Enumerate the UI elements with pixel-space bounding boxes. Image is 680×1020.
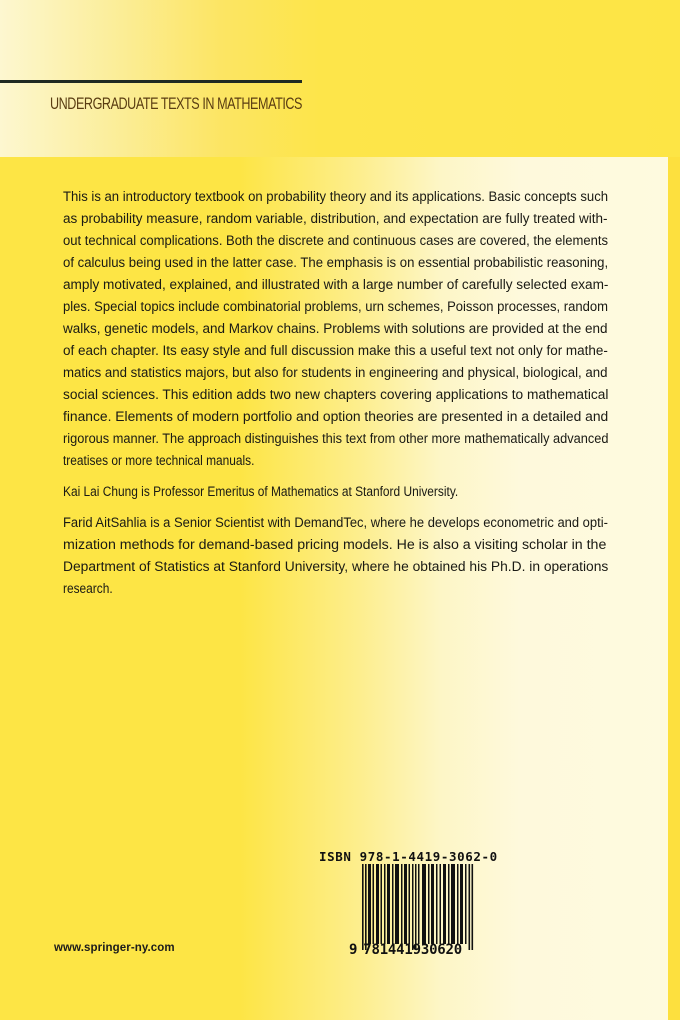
bio-line: Department of Statistics at Stanford University, where he obtained his Ph.D. in operations bbox=[63, 559, 609, 575]
bio-line: Farid AitSahlia is a Senior Scientist with DemandTec, where he develops econometric and opti- bbox=[63, 515, 608, 531]
description-line: walks, genetic models, and Markov chains. Problems with solutions are provided at the end bbox=[63, 321, 608, 337]
description-line: social sciences. This edition adds two new chapters covering applications to mathematical bbox=[63, 387, 609, 403]
description-line: out technical complications. Both the discrete and continuous cases are covered, the elements bbox=[63, 233, 609, 249]
description-line: matics and statistics majors, but also for students in engineering and physical, biological, and bbox=[63, 365, 608, 381]
description-line: This is an introductory textbook on probability theory and its applications. Basic concepts such bbox=[63, 189, 609, 205]
description-line: ples. Special topics include combinatorial problems, urn schemes, Poisson processes, random bbox=[63, 299, 608, 315]
barcode-number: 781441930620 bbox=[363, 942, 462, 958]
series-rule bbox=[0, 80, 302, 83]
back-cover-text bbox=[63, 186, 608, 609]
description-line: finance. Elements of modern portfolio and option theories are presented in a detailed and bbox=[63, 409, 609, 425]
description-line: rigorous manner. The approach distinguishes this text from other more mathematically advanced bbox=[63, 431, 609, 447]
publisher-url[interactable]: www.springer-ny.com bbox=[54, 942, 175, 954]
book-description bbox=[63, 186, 608, 472]
bio-line: research. bbox=[63, 581, 113, 597]
description-line: amply motivated, explained, and illustrated with a large number of carefully selected exam- bbox=[63, 277, 609, 293]
author-bio-chung bbox=[63, 481, 608, 503]
author-bio-aitsahlia bbox=[63, 512, 608, 600]
description-line: as probability measure, random variable, distribution, and expectation are fully treated with- bbox=[63, 211, 608, 227]
series-title: UNDERGRADUATE TEXTS IN MATHEMATICS bbox=[50, 94, 303, 113]
top-band bbox=[0, 0, 680, 157]
barcode-icon bbox=[362, 864, 474, 950]
description-line: treatises or more technical manuals. bbox=[63, 453, 255, 469]
barcode-digits bbox=[349, 942, 462, 958]
isbn-label: ISBN 978-1-4419-3062-0 bbox=[319, 849, 498, 864]
bio-line: Kai Lai Chung is Professor Emeritus of Mathematics at Stanford University. bbox=[63, 484, 459, 500]
description-line: of calculus being used in the latter case. The emphasis is on essential probabilistic reasoning, bbox=[63, 255, 609, 271]
description-line: of each chapter. Its easy style and full discussion make this a useful text not only for mathe- bbox=[63, 343, 608, 359]
barcode-lead-digit: 9 bbox=[349, 942, 358, 958]
right-edge-strip bbox=[668, 157, 680, 1020]
bio-line: mization methods for demand-based pricing models. He is also a visiting scholar in the bbox=[63, 537, 607, 553]
